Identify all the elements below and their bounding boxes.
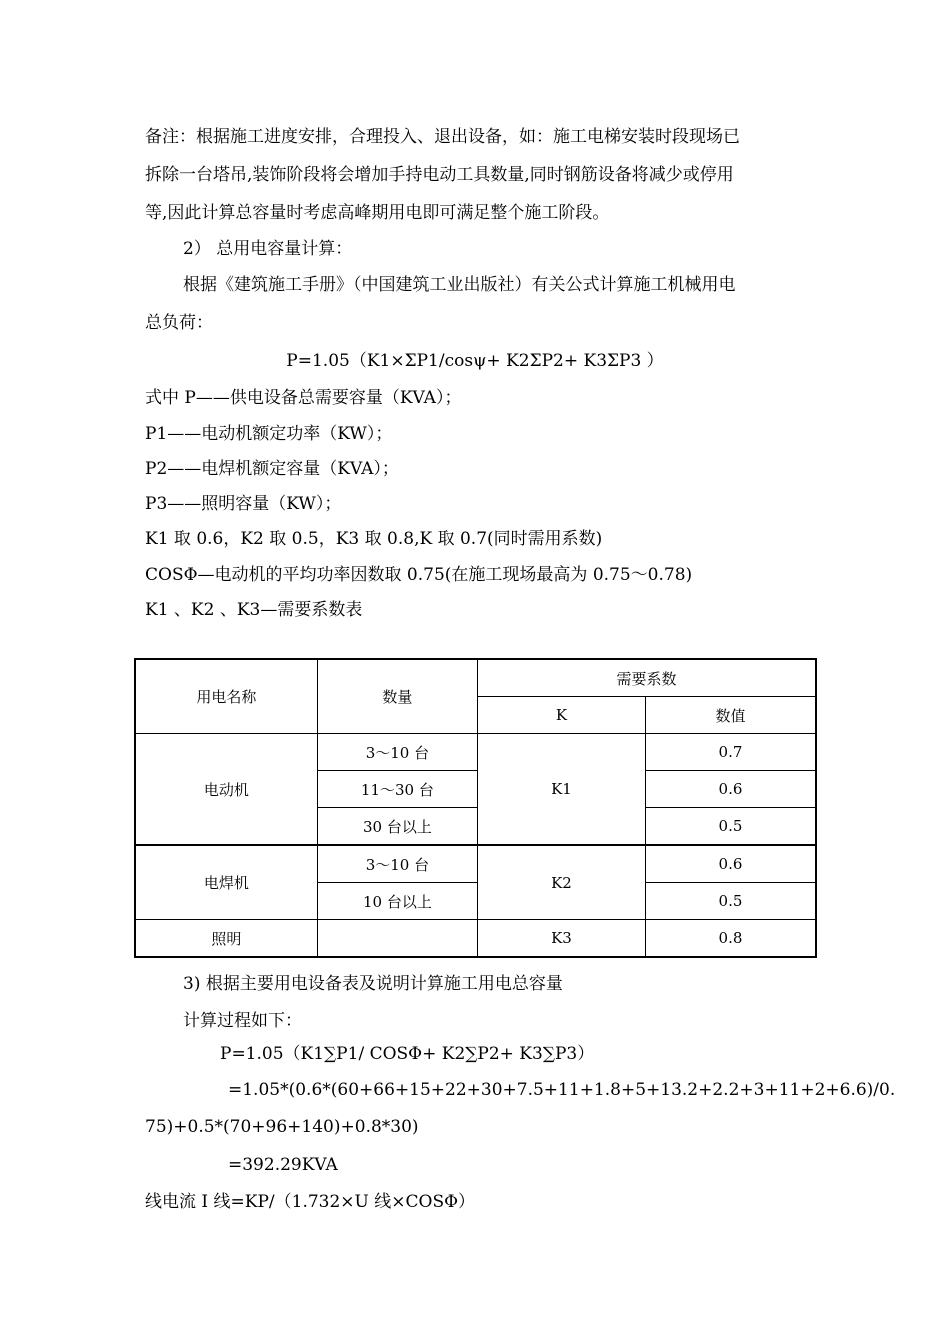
welder-qty-cell: 10 台以上	[317, 883, 477, 920]
welder-value-cell: 0.5	[645, 883, 816, 920]
table-row	[135, 845, 816, 883]
calc-step-line-1: =1.05*(0.6*(60+66+15+22+30+7.5+11+1.8+5+13.2+2.2+3+11+2+6.6)/0.	[228, 1080, 896, 1100]
welder-name-cell: 电焊机	[135, 845, 317, 920]
welder-value-cell: 0.6	[645, 845, 816, 883]
calc-result: =392.29KVA	[228, 1155, 338, 1175]
lighting-k-cell: K3	[477, 920, 645, 958]
motor-qty-cell: 30 台以上	[317, 808, 477, 846]
header-value: 数值	[645, 697, 816, 734]
section-heading-2: 2） 总用电容量计算：	[183, 239, 353, 259]
lighting-value-cell: 0.8	[645, 920, 816, 958]
reference-line-2: 总负荷：	[145, 313, 213, 333]
header-quantity: 数量	[317, 659, 477, 734]
note-line-1: 备注：根据施工进度安排，合理投入、退出设备，如：施工电梯安装时段现场已	[145, 127, 740, 147]
calc-step-line-2: 75)+0.5*(70+96+140)+0.8*30)	[145, 1117, 419, 1137]
calc-intro: 计算过程如下：	[183, 1011, 302, 1031]
lighting-name-cell: 照明	[135, 920, 317, 958]
header-name: 用电名称	[135, 659, 317, 734]
definition-p3: P3——照明容量（KW）；	[145, 494, 342, 514]
definition-p: 式中 P——供电设备总需要容量（KVA）；	[145, 388, 462, 408]
note-line-2: 拆除一台塔吊,装饰阶段将会增加手持电动工具数量,同时钢筋设备将减少或停用	[145, 165, 734, 185]
motor-qty-cell: 3～10 台	[317, 734, 477, 771]
motor-value-cell: 0.6	[645, 771, 816, 808]
table-caption: K1 、K2 、K3—需要系数表	[145, 600, 363, 620]
k-values-line: K1 取 0.6，K2 取 0.5，K3 取 0.8,K 取 0.7(同时需用系数)	[145, 529, 603, 549]
section-heading-3: 3) 根据主要用电设备表及说明计算施工用电总容量	[183, 974, 563, 994]
motor-name-cell: 电动机	[135, 734, 317, 846]
current-formula: 线电流 I 线=KP/（1.732×U 线×COSΦ）	[145, 1192, 476, 1212]
load-formula: P=1.05（K1×ΣP1/cosψ+ K2ΣP2+ K3ΣP3 ）	[286, 351, 664, 371]
table-row	[135, 734, 816, 771]
welder-qty-cell: 3～10 台	[317, 845, 477, 883]
calc-formula: P=1.05（K1∑P1/ COSΦ+ K2∑P2+ K3∑P3）	[220, 1044, 595, 1064]
table-header-row	[135, 659, 816, 697]
lighting-qty-cell	[317, 920, 477, 958]
motor-value-cell: 0.5	[645, 808, 816, 846]
header-coefficient: 需要系数	[477, 659, 816, 697]
header-k: K	[477, 697, 645, 734]
welder-k-cell: K2	[477, 845, 645, 920]
cos-definition: COSΦ—电动机的平均功率因数取 0.75(在施工现场最高为 0.75～0.78)	[145, 565, 693, 585]
motor-k-cell: K1	[477, 734, 645, 846]
motor-qty-cell: 11～30 台	[317, 771, 477, 808]
reference-line-1: 根据《建筑施工手册》（中国建筑工业出版社）有关公式计算施工机械用电	[183, 275, 736, 295]
definition-p2: P2——电焊机额定容量（KVA）；	[145, 459, 399, 479]
note-line-3: 等,因此计算总容量时考虑高峰期用电即可满足整个施工阶段。	[145, 203, 610, 223]
motor-value-cell: 0.7	[645, 734, 816, 771]
demand-coefficient-table	[134, 658, 817, 958]
table-row	[135, 920, 816, 958]
definition-p1: P1——电动机额定功率（KW）；	[145, 424, 393, 444]
